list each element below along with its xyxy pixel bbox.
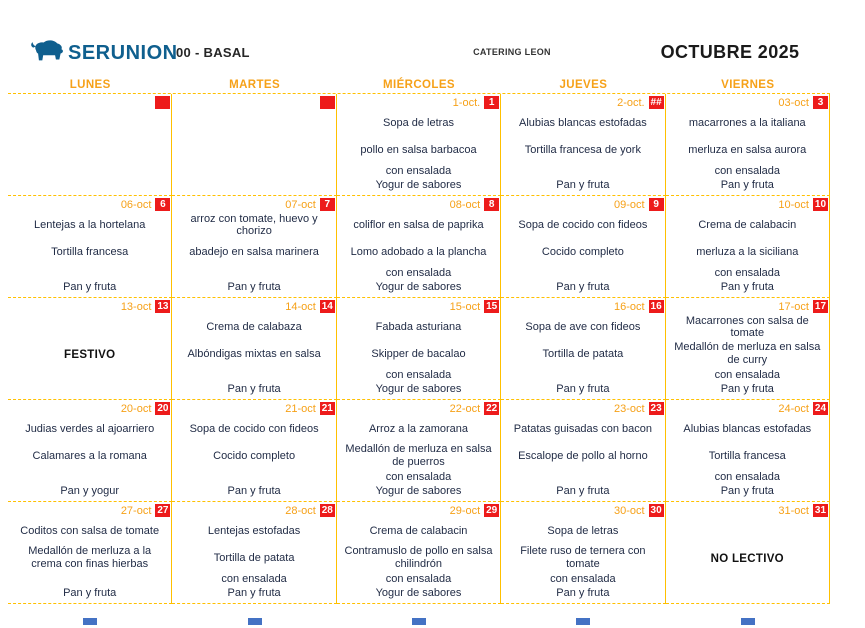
menu-line: Pan y fruta (556, 485, 610, 498)
day-cell (501, 94, 665, 196)
menu-line: Yogur de sabores (375, 179, 462, 192)
date-label: 27-oct (120, 504, 152, 517)
page-break-marker-icon (412, 618, 426, 625)
day-cell-header (501, 196, 664, 211)
menu-line: Pan y fruta (720, 485, 774, 498)
date-label: 29-oct (449, 504, 481, 517)
day-cell-header (501, 298, 664, 313)
menu-calendar (8, 79, 830, 604)
menu-lines (172, 313, 335, 399)
day-cell-header (666, 298, 829, 313)
day-cell (172, 298, 336, 400)
menu-lines (8, 517, 171, 603)
day-cell (8, 502, 172, 604)
day-cell-header (8, 502, 171, 517)
menu-line: Yogur de sabores (375, 383, 462, 396)
menu-line: Medallón de merluza en salsa de puerros (345, 443, 492, 468)
day-cell-header (172, 196, 335, 211)
day-cell (666, 196, 830, 298)
menu-line: Sopa de cocido con fideos (189, 423, 319, 435)
day-cell (8, 196, 172, 298)
day-cell-header (172, 400, 335, 415)
date-label: 08-oct (449, 198, 481, 211)
day-number-badge: 28 (321, 505, 333, 516)
page-break-marker-icon (248, 618, 262, 625)
day-header-row (8, 79, 830, 93)
menu-line (12, 265, 167, 280)
page-break-marker-icon (741, 618, 755, 625)
menu-lines (501, 109, 664, 195)
day-cell (172, 502, 336, 604)
date-label: 20-oct (120, 402, 152, 415)
day-cell-header (337, 298, 500, 313)
menu-lines (8, 109, 171, 195)
menu-lines (337, 313, 500, 399)
menu-line: Tortilla francesa (51, 245, 129, 258)
menu-line: Sopa de letras (547, 525, 619, 537)
day-cell (337, 298, 501, 400)
date-label: 10-oct (778, 198, 809, 211)
day-cell-header (501, 94, 664, 109)
menu-line: con ensalada (714, 164, 781, 177)
day-number-badge: 16 (650, 301, 662, 312)
menu-line: Pan y fruta (556, 587, 610, 600)
menu-line: Lomo adobado a la plancha (350, 245, 487, 258)
day-number-badge: 9 (649, 198, 664, 211)
menu-line: Contramuslo de pollo en salsa chilindrón (344, 545, 493, 570)
menu-line: con ensalada (385, 164, 452, 177)
menu-line: Alubias blancas estofadas (683, 423, 812, 435)
menu-line: Pan y fruta (720, 179, 774, 192)
menu-line: Pan y fruta (63, 587, 117, 600)
menu-lines (8, 313, 171, 399)
brand-name: SERUNION (68, 42, 178, 64)
day-cell (172, 196, 336, 298)
menu-line (176, 469, 331, 484)
menu-line: con ensalada (221, 572, 287, 585)
menu-line: Crema de calabacin (369, 525, 468, 537)
date-label: 17-oct (778, 300, 809, 313)
day-cell (172, 94, 336, 196)
menu-line: merluza a la siciliana (696, 245, 799, 258)
menu-line: abadejo en salsa marinera (189, 245, 319, 258)
menu-line (176, 265, 331, 280)
menu-line (12, 179, 167, 192)
day-number-badge: 29 (486, 505, 498, 516)
day-cell-header (337, 196, 500, 211)
day-number-badge: 21 (321, 403, 333, 414)
menu-line: Escalope de pollo al horno (518, 449, 648, 462)
day-number-badge: 13 (157, 301, 169, 312)
menu-line: Sopa de ave con fideos (525, 321, 641, 333)
menu-lines (337, 109, 500, 195)
bison-icon (30, 38, 64, 69)
day-cell-header (8, 94, 171, 109)
menu-line (505, 163, 660, 178)
menu-lines (666, 415, 829, 501)
center-name: CATERING LEON (473, 47, 551, 57)
day-cell (666, 298, 830, 400)
date-label: 23-oct (614, 402, 645, 415)
day-cell-header (337, 502, 500, 517)
day-cell (172, 400, 336, 502)
date-label: 03-oct (778, 96, 809, 109)
day-cell (8, 298, 172, 400)
menu-line: Pan y fruta (720, 281, 774, 294)
day-cell (501, 502, 665, 604)
day-number-badge (155, 96, 170, 109)
menu-line: Crema de calabaza (206, 321, 302, 333)
menu-lines (172, 517, 335, 603)
day-number-badge: 14 (321, 301, 333, 312)
menu-line: Pan y fruta (720, 383, 774, 396)
menu-line: Sopa de letras (383, 117, 454, 129)
menu-line: arroz con tomate, huevo y chorizo (190, 212, 318, 238)
menu-line: Pan y fruta (556, 179, 610, 192)
menu-lines (8, 211, 171, 297)
page-break-markers (8, 618, 830, 625)
menu-line (176, 110, 331, 137)
menu-line: Pan y fruta (227, 587, 281, 600)
menu-lines (666, 109, 829, 195)
day-number-badge: 22 (486, 403, 498, 414)
page-break-marker-icon (83, 618, 97, 625)
day-cell-header (337, 94, 500, 109)
day-cell (337, 196, 501, 298)
day-cell (8, 400, 172, 502)
menu-lines (337, 415, 500, 501)
date-label: 07-oct (285, 198, 316, 211)
day-cell-header (666, 94, 829, 109)
menu-line: Pan y fruta (556, 383, 610, 396)
menu-line (12, 110, 167, 137)
day-cell (666, 94, 830, 196)
day-cell-header (337, 400, 500, 415)
menu-line: con ensalada (385, 266, 452, 279)
menu-line: Albóndigas mixtas en salsa (187, 347, 321, 360)
date-label: 15-oct (449, 300, 481, 313)
menu-line: Crema de calabacin (698, 219, 797, 231)
menu-line: Pan y fruta (556, 281, 610, 294)
menu-line (176, 179, 331, 192)
menu-lines (501, 313, 664, 399)
menu-line: Fabada asturiana (375, 321, 462, 333)
day-cell-header (172, 502, 335, 517)
date-label: 2-oct. (617, 96, 645, 109)
serunion-logo (30, 38, 178, 69)
menu-line (505, 367, 660, 382)
menu-line: macarrones a la italiana (688, 117, 806, 129)
menu-line (505, 469, 660, 484)
menu-lines (337, 517, 500, 603)
menu-line (176, 137, 331, 164)
menu-lines (501, 517, 664, 603)
menu-line: Macarrones con salsa de tomate (685, 314, 809, 340)
day-cell (8, 94, 172, 196)
menu-lines (8, 415, 171, 501)
date-label: 22-oct (449, 402, 481, 415)
program-label: 00 - BASAL (176, 45, 250, 60)
day-cell-header (666, 400, 829, 415)
day-cell-header (8, 298, 171, 313)
day-cell-header (501, 502, 664, 517)
day-header: LUNES (69, 79, 111, 91)
month-title: OCTUBRE 2025 (660, 42, 800, 62)
menu-line: con ensalada (385, 572, 452, 585)
menu-lines (172, 211, 335, 297)
menu-line: Yogur de sabores (375, 281, 462, 294)
day-number-badge: 24 (814, 403, 827, 414)
menu-line: Tortilla francesa de york (524, 143, 641, 156)
menu-line: Patatas guisadas con bacon (513, 423, 652, 435)
date-label: 30-oct (614, 504, 645, 517)
menu-line: merluza en salsa aurora (688, 143, 807, 156)
menu-line: con ensalada (714, 470, 781, 483)
day-number-badge: 7 (320, 198, 335, 211)
menu-line: Pan y fruta (227, 485, 281, 498)
day-number-badge: 10 (814, 199, 827, 210)
menu-line: Yogur de sabores (375, 587, 462, 600)
menu-line: Pan y yogur (60, 485, 120, 498)
day-number-badge: 31 (814, 505, 827, 516)
day-cell (337, 400, 501, 502)
day-number-badge: 15 (486, 301, 498, 312)
day-cell (501, 400, 665, 502)
menu-line (176, 163, 331, 178)
day-header: JUEVES (559, 79, 608, 91)
menu-line: Tortilla de patata (542, 347, 624, 360)
menu-line: Alubias blancas estofadas (518, 117, 647, 129)
date-label: 09-oct (614, 198, 645, 211)
day-cell-header (501, 400, 664, 415)
date-label: 24-oct (778, 402, 809, 415)
menu-lines (337, 211, 500, 297)
menu-line: Sopa de cocido con fideos (518, 219, 648, 231)
menu-lines (666, 517, 829, 603)
menu-line: pollo en salsa barbacoa (360, 143, 477, 156)
day-cell (666, 400, 830, 502)
day-number-badge: 6 (155, 198, 170, 211)
date-label: 14-oct (285, 300, 316, 313)
day-header: MIÉRCOLES (383, 79, 455, 91)
day-number-badge: 20 (157, 403, 169, 414)
menu-line (505, 265, 660, 280)
menu-line: Judias verdes al ajoarriero (25, 423, 155, 435)
day-number-badge: 1 (484, 96, 499, 109)
day-cell (501, 196, 665, 298)
day-cell-header (8, 400, 171, 415)
date-label: 31-oct (778, 504, 809, 517)
date-label: 13-oct (120, 300, 152, 313)
menu-line: con ensalada (385, 470, 452, 483)
day-number-badge: 23 (650, 403, 662, 414)
menu-line: Pan y fruta (63, 281, 117, 294)
menu-line: Yogur de sabores (375, 485, 462, 498)
menu-lines (666, 313, 829, 399)
menu-line: Cocido completo (213, 449, 296, 462)
day-number-badge: 8 (484, 198, 499, 211)
day-cell-header (172, 94, 335, 109)
menu-line: Pan y fruta (227, 281, 281, 294)
day-number-badge: 17 (814, 301, 827, 312)
day-header: VIERNES (721, 79, 775, 91)
menu-line: coliflor en salsa de paprika (353, 219, 484, 231)
day-cell (337, 502, 501, 604)
day-number-badge: 27 (157, 505, 169, 516)
menu-lines (172, 415, 335, 501)
day-cell-header (666, 196, 829, 211)
day-header: MARTES (229, 79, 281, 91)
menu-line (12, 571, 167, 586)
menu-line: Medallón de merluza a la crema con finas hierbas (28, 545, 152, 570)
menu-lines (501, 211, 664, 297)
date-label: 21-oct (285, 402, 316, 415)
day-cell (666, 502, 830, 604)
menu-lines (501, 415, 664, 501)
special-day-label: FESTIVO (64, 349, 116, 361)
menu-line: Lentejas estofadas (207, 525, 301, 537)
day-number-badge: 30 (650, 505, 662, 516)
menu-line: Filete ruso de ternera con tomate (520, 545, 646, 570)
date-label: 16-oct (614, 300, 645, 313)
calendar-grid (8, 93, 830, 604)
page-break-marker-icon (576, 618, 590, 625)
menu-line: Cocido completo (541, 245, 624, 258)
menu-line (12, 137, 167, 164)
menu-line: Arroz a la zamorana (368, 423, 469, 435)
day-cell-header (172, 298, 335, 313)
day-number-badge (320, 96, 335, 109)
menu-line: con ensalada (385, 368, 452, 381)
menu-line: Pan y fruta (227, 383, 281, 396)
menu-line: Tortilla francesa (708, 449, 786, 462)
day-number-badge: ## (650, 97, 662, 108)
date-label: 28-oct (285, 504, 316, 517)
day-cell-header (666, 502, 829, 517)
special-day-label: NO LECTIVO (710, 553, 784, 565)
menu-lines (172, 109, 335, 195)
menu-line (12, 163, 167, 178)
menu-line: con ensalada (714, 266, 781, 279)
day-cell (501, 298, 665, 400)
menu-line (12, 469, 167, 484)
menu-line: Calamares a la romana (32, 449, 147, 462)
menu-line: con ensalada (550, 572, 616, 585)
menu-line: Lentejas a la hortelana (34, 219, 146, 231)
menu-line (176, 367, 331, 382)
day-cell-header (8, 196, 171, 211)
day-number-badge: 3 (813, 96, 828, 109)
menu-line: Tortilla de patata (213, 551, 295, 564)
menu-line: Medallón de merluza en salsa de curry (674, 341, 821, 366)
menu-line: Skipper de bacalao (371, 347, 466, 360)
menu-line: con ensalada (714, 368, 781, 381)
day-cell (337, 94, 501, 196)
menu-lines (666, 211, 829, 297)
date-label: 1-oct. (452, 96, 481, 109)
menu-line: Coditos con salsa de tomate (20, 525, 160, 537)
date-label: 06-oct (120, 198, 152, 211)
